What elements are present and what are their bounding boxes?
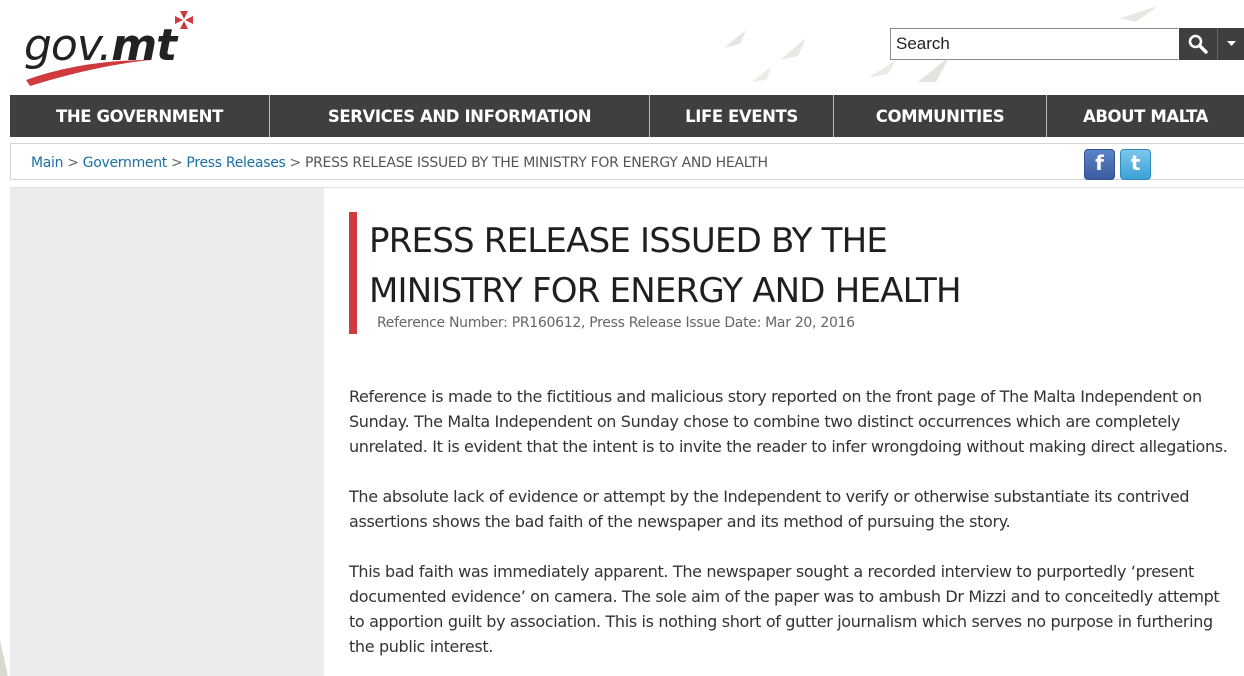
breadcrumb-separator: > — [289, 155, 301, 171]
nav-item-services-and-information[interactable]: SERVICES AND INFORMATION — [270, 95, 650, 137]
search-icon — [1187, 33, 1209, 55]
title-block — [349, 212, 1239, 334]
breadcrumb-separator: > — [67, 155, 79, 171]
search-options-dropdown[interactable] — [1217, 28, 1244, 60]
article-paragraph: The absolute lack of evidence or attempt by the Independent to verify or otherwise substantiate its contrived assertions shows the bad faith of the newspaper and its method of pursuing the story. — [349, 487, 1190, 531]
chevron-down-icon — [1227, 41, 1236, 47]
breadcrumb-separator: > — [170, 155, 183, 171]
logo-text: gov.mt — [24, 20, 177, 71]
maltese-cross-icon — [175, 11, 193, 29]
sidebar — [10, 188, 324, 676]
article — [349, 212, 1239, 656]
search-input[interactable] — [890, 28, 1178, 60]
article-paragraph: This bad faith was immediately apparent. The newspaper sought a recorded interview to purportedly ‘present documented evidence’ on camera. The sole aim of the paper was to ambush Dr Mizzi and to conceitedly attempt to apportion guilt by association. This is nothing short of gutter journalism which serves no purpose in furthering the public interest. — [349, 562, 1220, 656]
decorative-edge — [0, 620, 10, 676]
gov-mt-logo[interactable] — [22, 8, 202, 88]
facebook-share-button[interactable] — [1084, 149, 1115, 180]
nav-item-communities[interactable]: COMMUNITIES — [834, 95, 1047, 137]
facebook-icon: f — [1095, 151, 1104, 175]
twitter-icon: t — [1130, 151, 1141, 175]
breadcrumb-link-government[interactable]: Government — [82, 155, 167, 171]
breadcrumb-link-main[interactable]: Main — [31, 155, 64, 171]
article-paragraph: Reference is made to the fictitious and malicious story reported on the front page of The Malta Independent on Sunday. The Malta Independent on Sunday chose to combine two distinct occurrences which are completely unrelated. It is evident that the intent is to invite the reader to infer wrongdoing without making direct allegations. — [349, 387, 1228, 456]
main-nav — [10, 95, 1244, 137]
nav-item-the-government[interactable]: THE GOVERNMENT — [10, 95, 270, 137]
breadcrumb-link-press-releases[interactable]: Press Releases — [186, 155, 286, 171]
search-button[interactable] — [1179, 28, 1217, 60]
header — [0, 0, 1244, 95]
twitter-share-button[interactable] — [1120, 149, 1151, 180]
nav-item-about-malta[interactable]: ABOUT MALTA — [1082, 106, 1209, 126]
breadcrumb-current: PRESS RELEASE ISSUED BY THE MINISTRY FOR ENERGY AND HEALTH — [304, 155, 768, 171]
breadcrumb — [31, 155, 768, 171]
page-title: PRESS RELEASE ISSUED BY THE MINISTRY FOR ENERGY AND HEALTH — [369, 221, 961, 311]
nav-item-life-events[interactable]: LIFE EVENTS — [650, 95, 834, 137]
reference-line: Reference Number: PR160612, Press Release Issue Date: Mar 20, 2016 — [377, 315, 855, 331]
search-box — [890, 28, 1244, 62]
breadcrumb-bar — [10, 143, 1244, 180]
